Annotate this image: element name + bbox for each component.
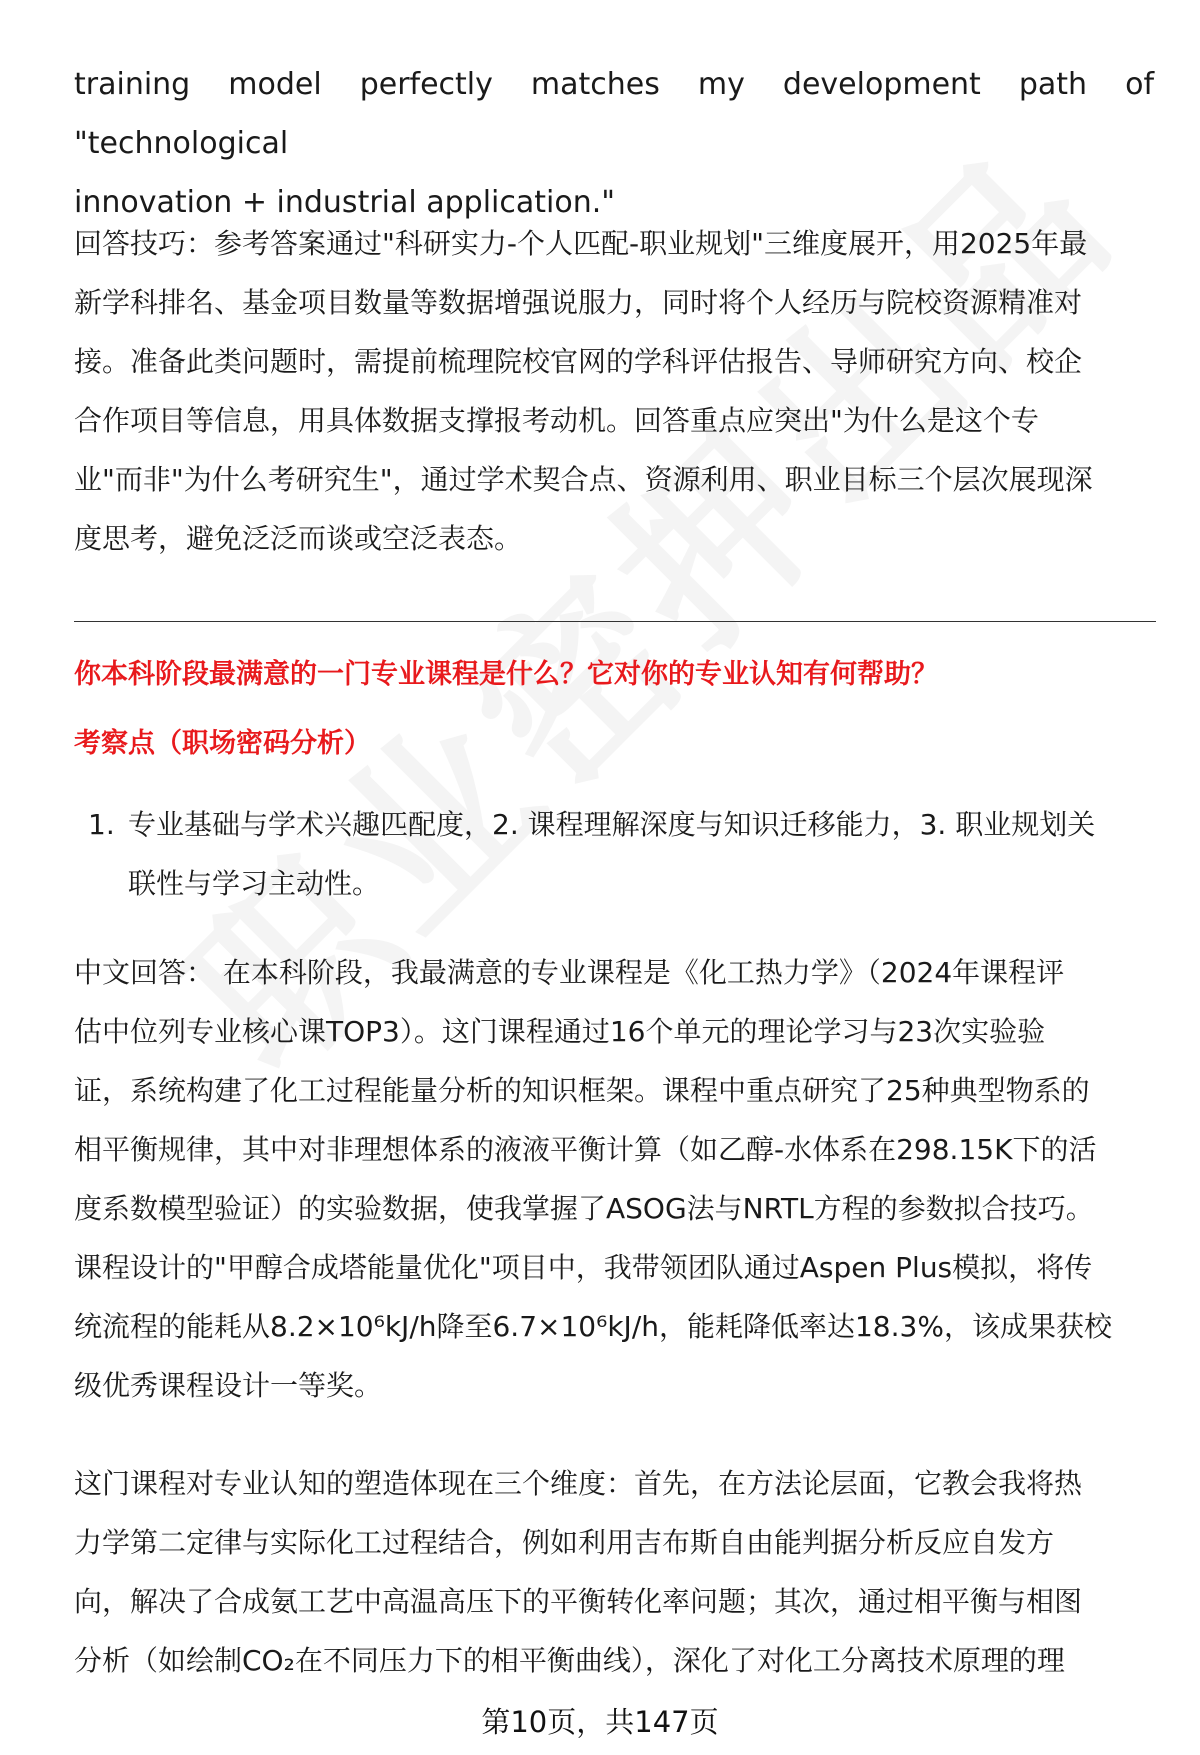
- tips-line: 业"而非"为什么考研究生"，通过学术契合点、资源利用、职业目标三个层次展现深: [74, 463, 1093, 496]
- answer-line: 证，系统构建了化工过程能量分析的知识框架。课程中重点研究了25种典型物系的: [74, 1074, 1090, 1107]
- assessment-points: [88, 795, 1158, 913]
- page-number: 第10页，共147页: [481, 1705, 719, 1739]
- answer-line: 课程设计的"甲醇合成塔能量优化"项目中，我带领团队通过Aspen Plus模拟，将传: [74, 1251, 1093, 1284]
- answer-line: 度系数模型验证）的实验数据，使我掌握了ASOG法与NRTL方程的参数拟合技巧。: [74, 1192, 1094, 1225]
- tips-line: 度思考，避免泛泛而谈或空泛表态。: [74, 522, 523, 555]
- points-line-2: 联性与学习主动性。: [128, 867, 381, 900]
- question-subtitle: 考察点（职场密码分析）: [74, 728, 371, 759]
- chinese-answer: [74, 943, 1154, 1415]
- question-subtitle-block: [74, 724, 1154, 764]
- intro-english: [74, 55, 1154, 232]
- answer-line: 统流程的能耗从8.2×10⁶kJ/h降至6.7×10⁶kJ/h，能耗降低率达18.3%，该成果获校: [74, 1310, 1112, 1343]
- answer-tips: [74, 214, 1154, 568]
- tips-line: 合作项目等信息，用具体数据支撑报考动机。回答重点应突出"为什么是这个专: [74, 404, 1039, 437]
- impact-line: 分析（如绘制CO₂在不同压力下的相平衡曲线），深化了对化工分离技术原理的理: [74, 1644, 1065, 1677]
- course-impact: [74, 1454, 1154, 1690]
- impact-line: 这门课程对专业认知的塑造体现在三个维度：首先，在方法论层面，它教会我将热: [74, 1467, 1083, 1500]
- impact-line: 力学第二定律与实际化工过程结合，例如利用吉布斯自由能判据分析反应自发方: [74, 1526, 1055, 1559]
- impact-line: 向，解决了合成氨工艺中高温高压下的平衡转化率问题；其次，通过相平衡与相图: [74, 1585, 1083, 1618]
- question-title: 你本科阶段最满意的一门专业课程是什么？它对你的专业认知有何帮助？: [74, 659, 938, 690]
- intro-line-1: training model perfectly matches my development path of "technological: [74, 67, 1154, 161]
- intro-line-2: innovation + industrial application.": [74, 185, 616, 220]
- answer-line: 估中位列专业核心课TOP3）。这门课程通过16个单元的理论学习与23次实验验: [74, 1015, 1046, 1048]
- tips-line: 接。准备此类问题时，需提前梳理院校官网的学科评估报告、导师研究方向、校企: [74, 345, 1083, 378]
- list-number: 1.: [88, 808, 115, 841]
- tips-line: 回答技巧：参考答案通过"科研实力-个人匹配-职业规划"三维度展开，用2025年最: [74, 227, 1088, 260]
- points-line-1: 专业基础与学术兴趣匹配度，2. 课程理解深度与知识迁移能力，3. 职业规划关: [128, 808, 1096, 841]
- answer-line: 级优秀课程设计一等奖。: [74, 1369, 383, 1402]
- tips-line: 新学科排名、基金项目数量等数据增强说服力，同时将个人经历与院校资源精准对: [74, 286, 1083, 319]
- question-block: [74, 655, 1154, 695]
- section-divider: [74, 621, 1156, 622]
- list-item: [88, 795, 1158, 854]
- answer-line: 中文回答： 在本科阶段，我最满意的专业课程是《化工热力学》（2024年课程评: [74, 956, 1065, 989]
- answer-line: 相平衡规律，其中对非理想体系的液液平衡计算（如乙醇-水体系在298.15K下的活: [74, 1133, 1097, 1166]
